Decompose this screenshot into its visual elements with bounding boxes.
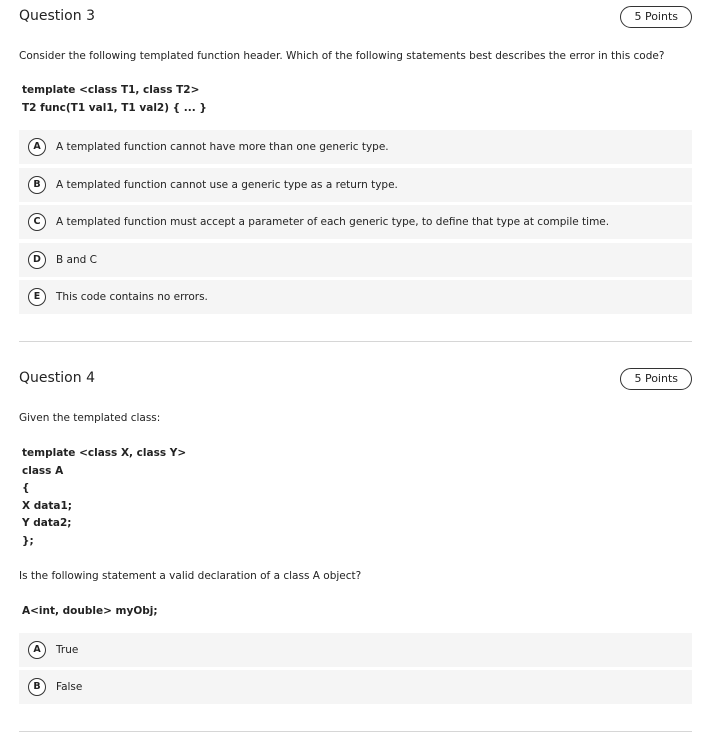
code-line: };: [22, 534, 34, 547]
question-divider: [19, 341, 692, 342]
question-prompt: Consider the following templated function header. Which of the following statements best describes the error in this code?: [19, 50, 665, 62]
code-line: {: [22, 482, 30, 494]
option-letter-badge: B: [28, 678, 46, 696]
answer-option-b[interactable]: [19, 670, 692, 704]
option-text: A templated function cannot use a generic type as a return type.: [56, 179, 398, 191]
code-line: X data1;: [22, 499, 72, 512]
answer-option-e[interactable]: [19, 280, 692, 314]
answer-option-a[interactable]: [19, 633, 692, 667]
option-text: False: [56, 681, 83, 693]
question-divider: [19, 731, 692, 732]
code-line: Y data2;: [22, 517, 72, 529]
option-text: B and C: [56, 254, 97, 266]
option-text: A templated function must accept a parameter of each generic type, to define that type at compile time.: [56, 216, 610, 228]
option-text: True: [56, 644, 79, 656]
option-letter-badge: E: [28, 288, 46, 306]
code-line: T2 func(T1 val1, T1 val2) { ... }: [22, 101, 207, 114]
answer-option-a[interactable]: [19, 130, 692, 164]
option-letter-badge: D: [28, 251, 46, 269]
option-letter-badge: B: [28, 176, 46, 194]
option-letter-badge: A: [28, 641, 46, 659]
question-title: Question 3: [19, 8, 95, 24]
question-prompt-2: Is the following statement a valid declaration of a class A object?: [19, 570, 362, 582]
code-line: template <class T1, class T2>: [22, 84, 200, 96]
code-block: [22, 445, 186, 550]
answer-option-c[interactable]: [19, 205, 692, 239]
points-badge: 5 Points: [620, 368, 692, 390]
option-letter-badge: C: [28, 213, 46, 231]
code-block: [22, 82, 207, 117]
points-badge: 5 Points: [620, 6, 692, 28]
answer-option-d[interactable]: [19, 243, 692, 277]
question-prompt: Given the templated class:: [19, 412, 161, 424]
statement-code: A<int, double> myObj;: [22, 605, 158, 617]
option-letter-badge: A: [28, 138, 46, 156]
option-text: A templated function cannot have more than one generic type.: [56, 141, 389, 153]
code-line: class A: [22, 464, 64, 477]
code-line: template <class X, class Y>: [22, 447, 187, 459]
answer-option-b[interactable]: [19, 168, 692, 202]
question-3: [19, 0, 692, 320]
question-title: Question 4: [19, 370, 95, 386]
option-text: This code contains no errors.: [56, 291, 208, 303]
question-4: [19, 360, 692, 710]
